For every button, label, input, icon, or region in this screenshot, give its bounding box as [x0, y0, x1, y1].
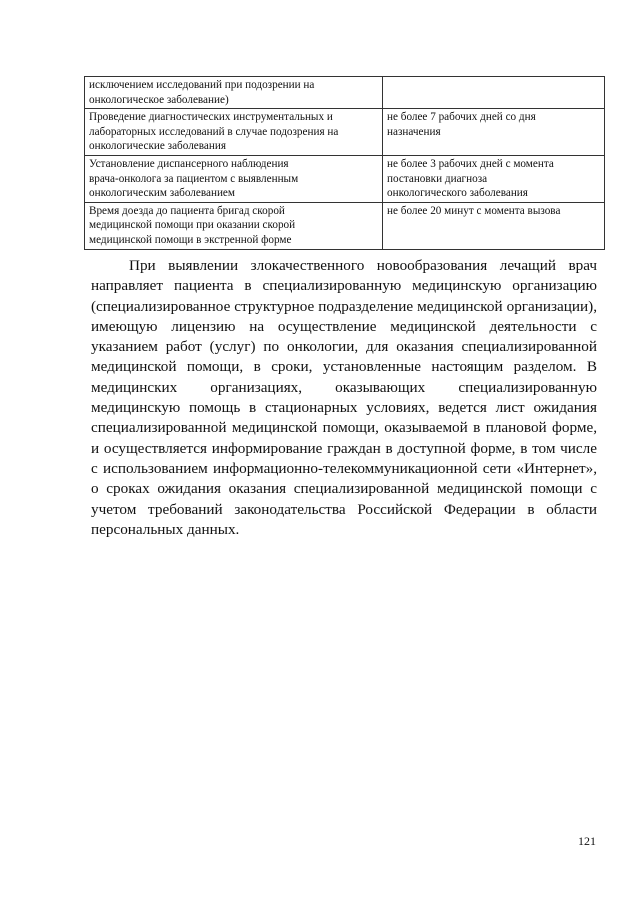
- table-cell-deadline: не более 20 минут с момента вызова: [383, 202, 605, 249]
- table-row: [85, 77, 605, 109]
- table-row: [85, 109, 605, 156]
- table-cell-deadline: не более 3 рабочих дней с момента постановки диагноза онкологического заболевания: [383, 155, 605, 202]
- table-row: [85, 202, 605, 249]
- table-row: [85, 155, 605, 202]
- page-number: 121: [578, 834, 596, 848]
- table-cell-criterion: Проведение диагностических инструментальных и лабораторных исследований в случае подозрения на онкологические заболевания: [85, 109, 383, 156]
- waiting-times-table: [84, 76, 605, 250]
- table-cell-criterion: Время доезда до пациента бригад скорой медицинской помощи при оказании скорой медицинской помощи в экстренной форме: [85, 202, 383, 249]
- body-paragraph: При выявлении злокачественного новообразования лечащий врач направляет пациента в специализированную медицинскую организацию (специализированное структурное подразделение медицинской организации), имеющую лицензию на осуществление медицинской деятельности с указанием работ (услуг) по онкологии, для оказания специализированной медицинской помощи, в сроки, установленные настоящим разделом. В медицинских организациях, оказывающих специализированную медицинскую помощь в стационарных условиях, ведется лист ожидания специализированной медицинской помощи, оказываемой в плановой форме, и осуществляется информирование граждан в доступной форме, в том числе с использованием информационно-телекоммуникационной сети «Интернет», о сроках ожидания оказания специализированной медицинской помощи с учетом требований законодательства Российской Федерации в области персональных данных.: [91, 257, 597, 538]
- table-cell-deadline: не более 7 рабочих дней со дня назначения: [383, 109, 605, 156]
- table-cell-deadline: [383, 77, 605, 109]
- table-cell-criterion: Установление диспансерного наблюдения врача-онколога за пациентом с выявленным онкологическим заболеванием: [85, 155, 383, 202]
- table-cell-criterion: исключением исследований при подозрении на онкологическое заболевание): [85, 77, 383, 109]
